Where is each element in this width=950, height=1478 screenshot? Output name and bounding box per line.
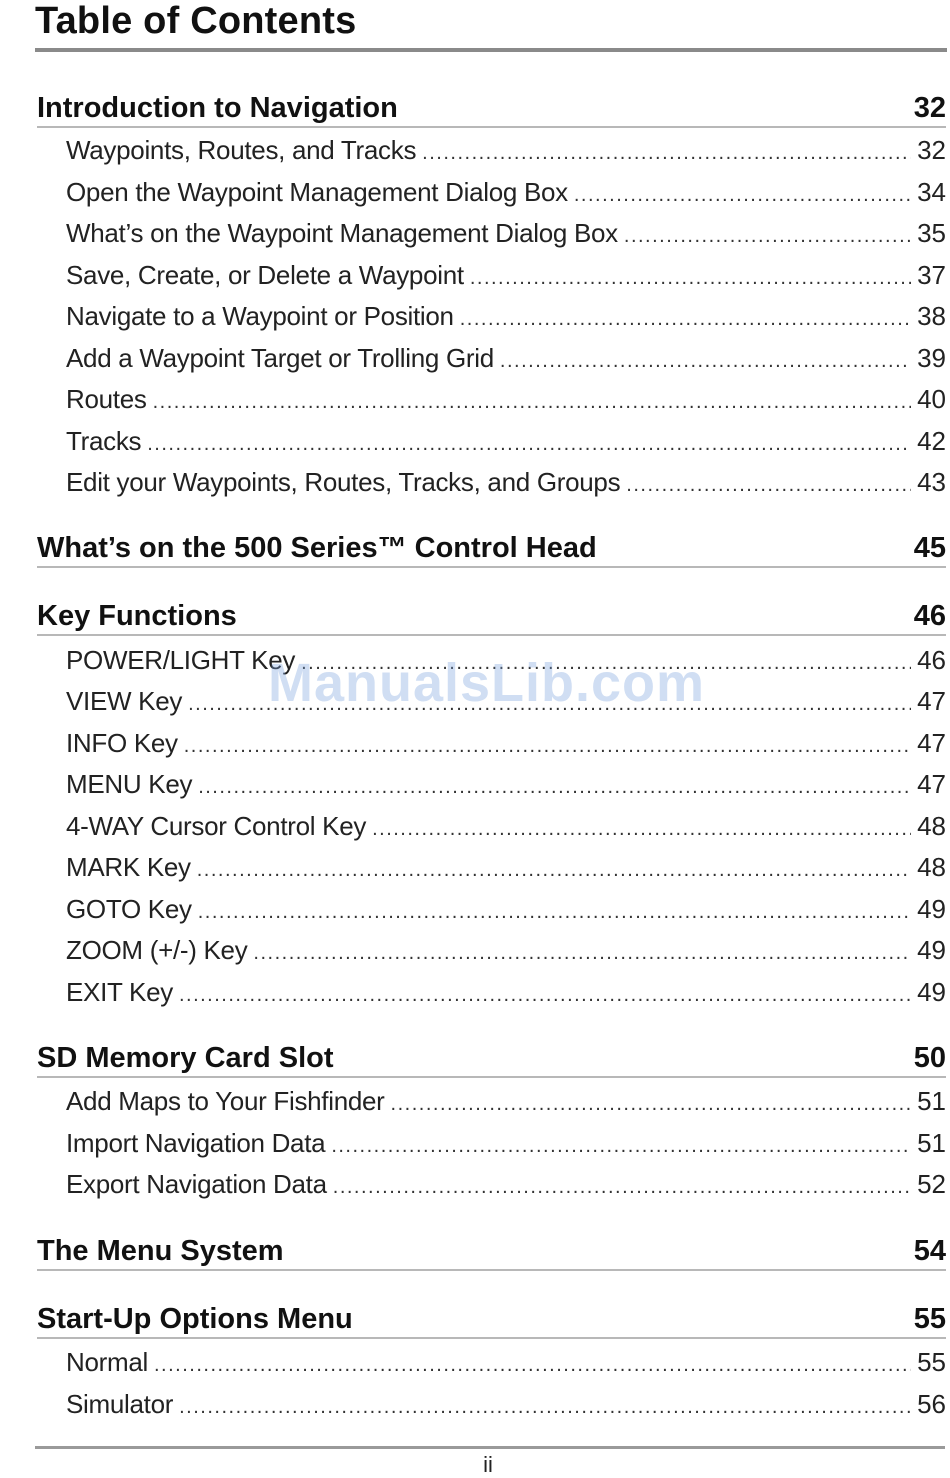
section-page: 32 <box>913 92 946 124</box>
toc-entry-page: 49 <box>917 977 946 1007</box>
toc-entry-text: MENU Key <box>66 769 193 799</box>
toc-entry[interactable] <box>66 296 946 336</box>
toc-entry[interactable] <box>66 640 946 680</box>
leader-dots <box>422 133 911 173</box>
section-heading[interactable] <box>37 596 946 636</box>
toc-entry[interactable] <box>66 421 946 461</box>
toc-entry-text: Open the Waypoint Management Dialog Box <box>66 177 568 207</box>
footer-divider <box>35 1446 945 1449</box>
toc-entry-text: POWER/LIGHT Key <box>66 645 296 675</box>
leader-dots <box>626 465 911 505</box>
toc-entry-page: 42 <box>917 426 946 456</box>
toc-entry-text: Navigate to a Waypoint or Position <box>66 301 454 331</box>
toc-entry-page: 48 <box>917 811 946 841</box>
leader-dots <box>198 767 911 807</box>
toc-entry-page: 47 <box>917 769 946 799</box>
leader-dots <box>184 726 911 766</box>
toc-entry-text: Add a Waypoint Target or Trolling Grid <box>66 343 494 373</box>
toc-entry-text: Export Navigation Data <box>66 1169 327 1199</box>
leader-dots <box>460 299 911 339</box>
leader-dots <box>198 892 911 932</box>
leader-dots <box>188 684 911 724</box>
leader-dots <box>470 258 911 298</box>
toc-entry-text: What’s on the Waypoint Management Dialog Box <box>66 218 618 248</box>
toc-entry[interactable] <box>66 1081 946 1121</box>
toc-entry-text: Simulator <box>66 1389 174 1419</box>
section-page: 50 <box>913 1042 946 1074</box>
toc-entry[interactable] <box>66 1123 946 1163</box>
toc-entry-text: VIEW Key <box>66 686 183 716</box>
section-title: Start-Up Options Menu <box>37 1303 353 1335</box>
toc-entry-text: Save, Create, or Delete a Waypoint <box>66 260 464 290</box>
toc-entry-page: 38 <box>917 301 946 331</box>
leader-dots <box>391 1084 912 1124</box>
leader-dots <box>154 1345 911 1385</box>
leader-dots <box>372 809 911 849</box>
section-title: SD Memory Card Slot <box>37 1042 334 1074</box>
toc-entry[interactable] <box>66 723 946 763</box>
section-title: Key Functions <box>37 600 237 632</box>
toc-entry-text: EXIT Key <box>66 977 173 1007</box>
toc-entry[interactable] <box>66 764 946 804</box>
toc-entry[interactable] <box>66 972 946 1012</box>
toc-entry-page: 37 <box>917 260 946 290</box>
toc-entry-page: 47 <box>917 728 946 758</box>
leader-dots <box>500 341 911 381</box>
page-number: ii <box>483 1452 493 1477</box>
leader-dots <box>153 382 911 422</box>
toc-entry-text: Waypoints, Routes, and Tracks <box>66 135 417 165</box>
toc-entry-text: 4-WAY Cursor Control Key <box>66 811 367 841</box>
toc-entry[interactable] <box>66 681 946 721</box>
leader-dots <box>179 1387 911 1427</box>
toc-entry-text: ZOOM (+/-) Key <box>66 935 248 965</box>
leader-dots <box>333 1167 911 1207</box>
leader-dots <box>301 643 911 683</box>
toc-entry-text: MARK Key <box>66 852 191 882</box>
toc-entry-text: INFO Key <box>66 728 178 758</box>
toc-entry-page: 43 <box>917 467 946 497</box>
toc-entry[interactable] <box>66 1342 946 1382</box>
watermark: ManualsLib.com <box>268 653 706 713</box>
toc-entry-text: Routes <box>66 384 147 414</box>
toc-entry-text: GOTO Key <box>66 894 192 924</box>
leader-dots <box>197 850 911 890</box>
toc-entry-page: 40 <box>917 384 946 414</box>
toc-entry[interactable] <box>66 172 946 212</box>
toc-entry-text: Add Maps to Your Fishfinder <box>66 1086 385 1116</box>
toc-entry-text: Normal <box>66 1347 148 1377</box>
toc-entry-page: 51 <box>917 1086 946 1116</box>
section-heading[interactable] <box>37 88 946 128</box>
toc-entry[interactable] <box>66 889 946 929</box>
toc-entry[interactable] <box>66 847 946 887</box>
toc-entry[interactable] <box>66 1164 946 1204</box>
section-heading[interactable] <box>37 1299 946 1339</box>
toc-entry[interactable] <box>66 379 946 419</box>
toc-entry-text: Tracks <box>66 426 142 456</box>
section-title: The Menu System <box>37 1235 284 1267</box>
toc-entry[interactable] <box>66 338 946 378</box>
toc-entry[interactable] <box>66 930 946 970</box>
toc-entry-page: 46 <box>917 645 946 675</box>
toc-entry-page: 56 <box>917 1389 946 1419</box>
toc-entry-page: 39 <box>917 343 946 373</box>
toc-entry-page: 35 <box>917 218 946 248</box>
leader-dots <box>179 975 911 1015</box>
section-heading[interactable] <box>37 1231 946 1271</box>
section-page: 46 <box>913 600 946 632</box>
title-divider <box>35 48 947 52</box>
toc-entry-page: 47 <box>917 686 946 716</box>
toc-entry[interactable] <box>66 130 946 170</box>
section-title: Introduction to Navigation <box>37 92 398 124</box>
toc-entry[interactable] <box>66 462 946 502</box>
section-heading[interactable] <box>37 1038 946 1078</box>
toc-entry[interactable] <box>66 806 946 846</box>
leader-dots <box>574 175 911 215</box>
toc-entry[interactable] <box>66 255 946 295</box>
toc-entry-page: 55 <box>917 1347 946 1377</box>
toc-entry-page: 49 <box>917 894 946 924</box>
toc-entry[interactable] <box>66 213 946 253</box>
toc-entry-text: Import Navigation Data <box>66 1128 326 1158</box>
section-page: 55 <box>913 1303 946 1335</box>
leader-dots <box>253 933 911 973</box>
section-title: What’s on the 500 Series™ Control Head <box>37 532 597 564</box>
toc-entry-page: 51 <box>917 1128 946 1158</box>
leader-dots <box>624 216 911 256</box>
leader-dots <box>331 1126 911 1166</box>
page-title: Table of Contents <box>35 0 357 42</box>
toc-entry-page: 52 <box>917 1169 946 1199</box>
toc-entry-page: 34 <box>917 177 946 207</box>
toc-entry-page: 32 <box>917 135 946 165</box>
section-page: 54 <box>913 1235 946 1267</box>
leader-dots <box>147 424 911 464</box>
section-page: 45 <box>913 532 946 564</box>
toc-entry-page: 49 <box>917 935 946 965</box>
toc-entry-text: Edit your Waypoints, Routes, Tracks, and Groups <box>66 467 621 497</box>
toc-entry-page: 48 <box>917 852 946 882</box>
section-heading[interactable] <box>37 528 946 568</box>
toc-entry[interactable] <box>66 1384 946 1424</box>
